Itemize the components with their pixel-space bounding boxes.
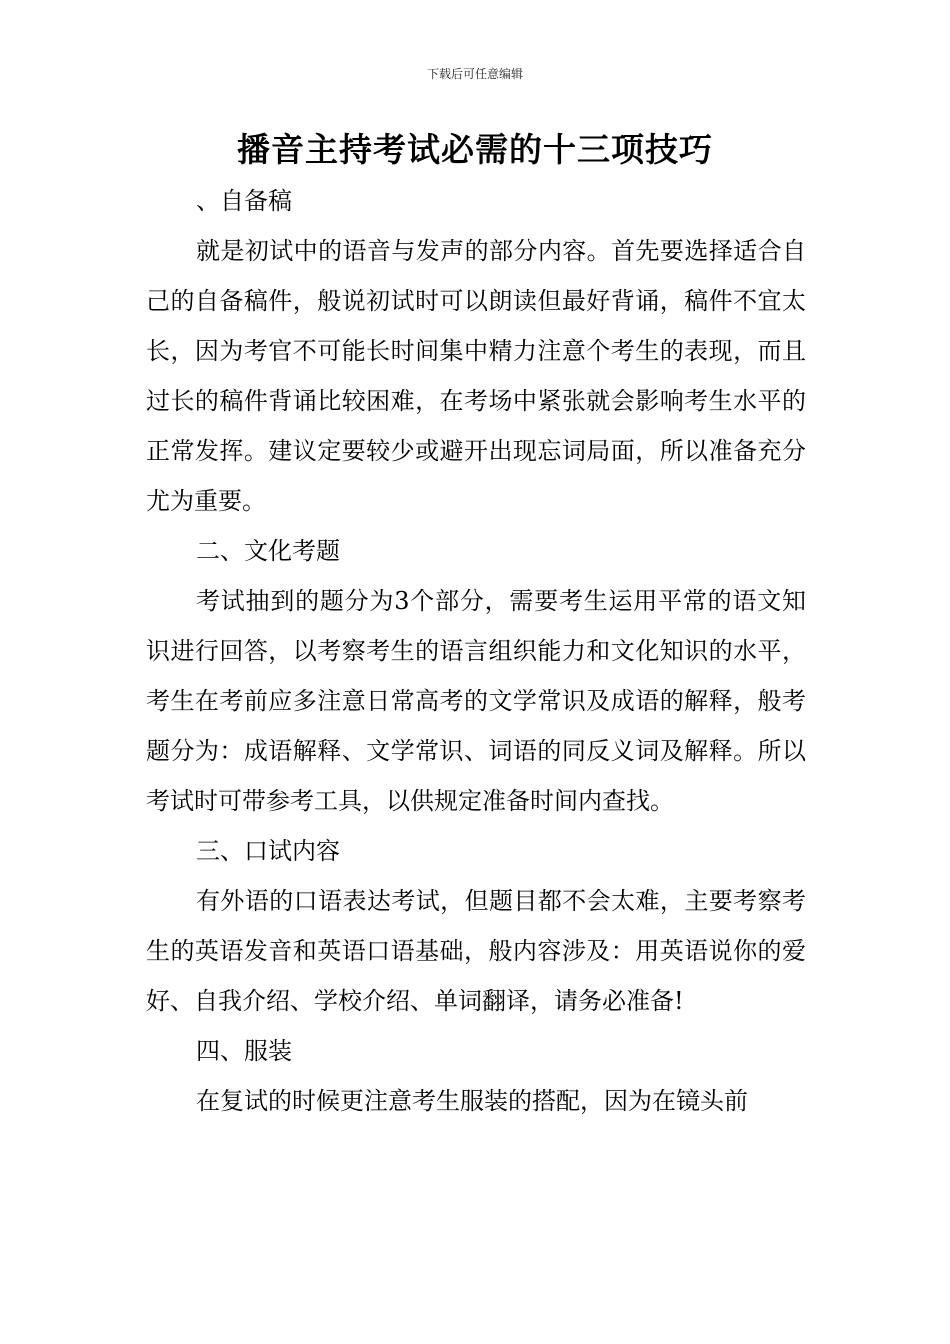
section-paragraph-3: 有外语的口语表达考试，但题目都不会太难，主要考察考生的英语发音和英语口语基础，般内容涉及：用英语说你的爱好、自我介绍、学校介绍、单词翻译，请务必准备! [146,887,806,1015]
section-paragraph-2: 考试抽到的题分为3个部分，需要考生运用平常的语文知识进行回答，以考察考生的语言组织能力和文化知识的水平，考生在考前应多注意日常高考的文学常识及成语的解释，般考题分为：成语解释、文学常识、词语的同反义词及解释。所以考试时可带参考工具，以供规定准备时间内查找。 [146,587,806,815]
section-heading-4: 四、服装 [196,1037,292,1065]
section-heading-3: 三、口试内容 [196,837,340,865]
section-paragraph-4: 在复试的时候更注意考生服装的搭配，因为在镜头前 [196,1087,748,1115]
document-body [146,176,806,1126]
section-heading-2: 二、文化考题 [196,537,340,565]
header-note: 下载后可任意编辑 [426,67,523,81]
section-heading-1: 、自备稿 [196,187,292,215]
section-paragraph-1: 就是初试中的语音与发声的部分内容。首先要选择适合自己的自备稿件，般说初试时可以朗读但最好背诵，稿件不宜太长，因为考官不可能长时间集中精力注意个考生的表现，而且过长的稿件背诵比较困难，在考场中紧张就会影响考生水平的正常发挥。建议定要较少或避开出现忘词局面，所以准备充分尤为重要。 [146,237,806,515]
document-title: 播音主持考试必需的十三项技巧 [237,130,713,169]
